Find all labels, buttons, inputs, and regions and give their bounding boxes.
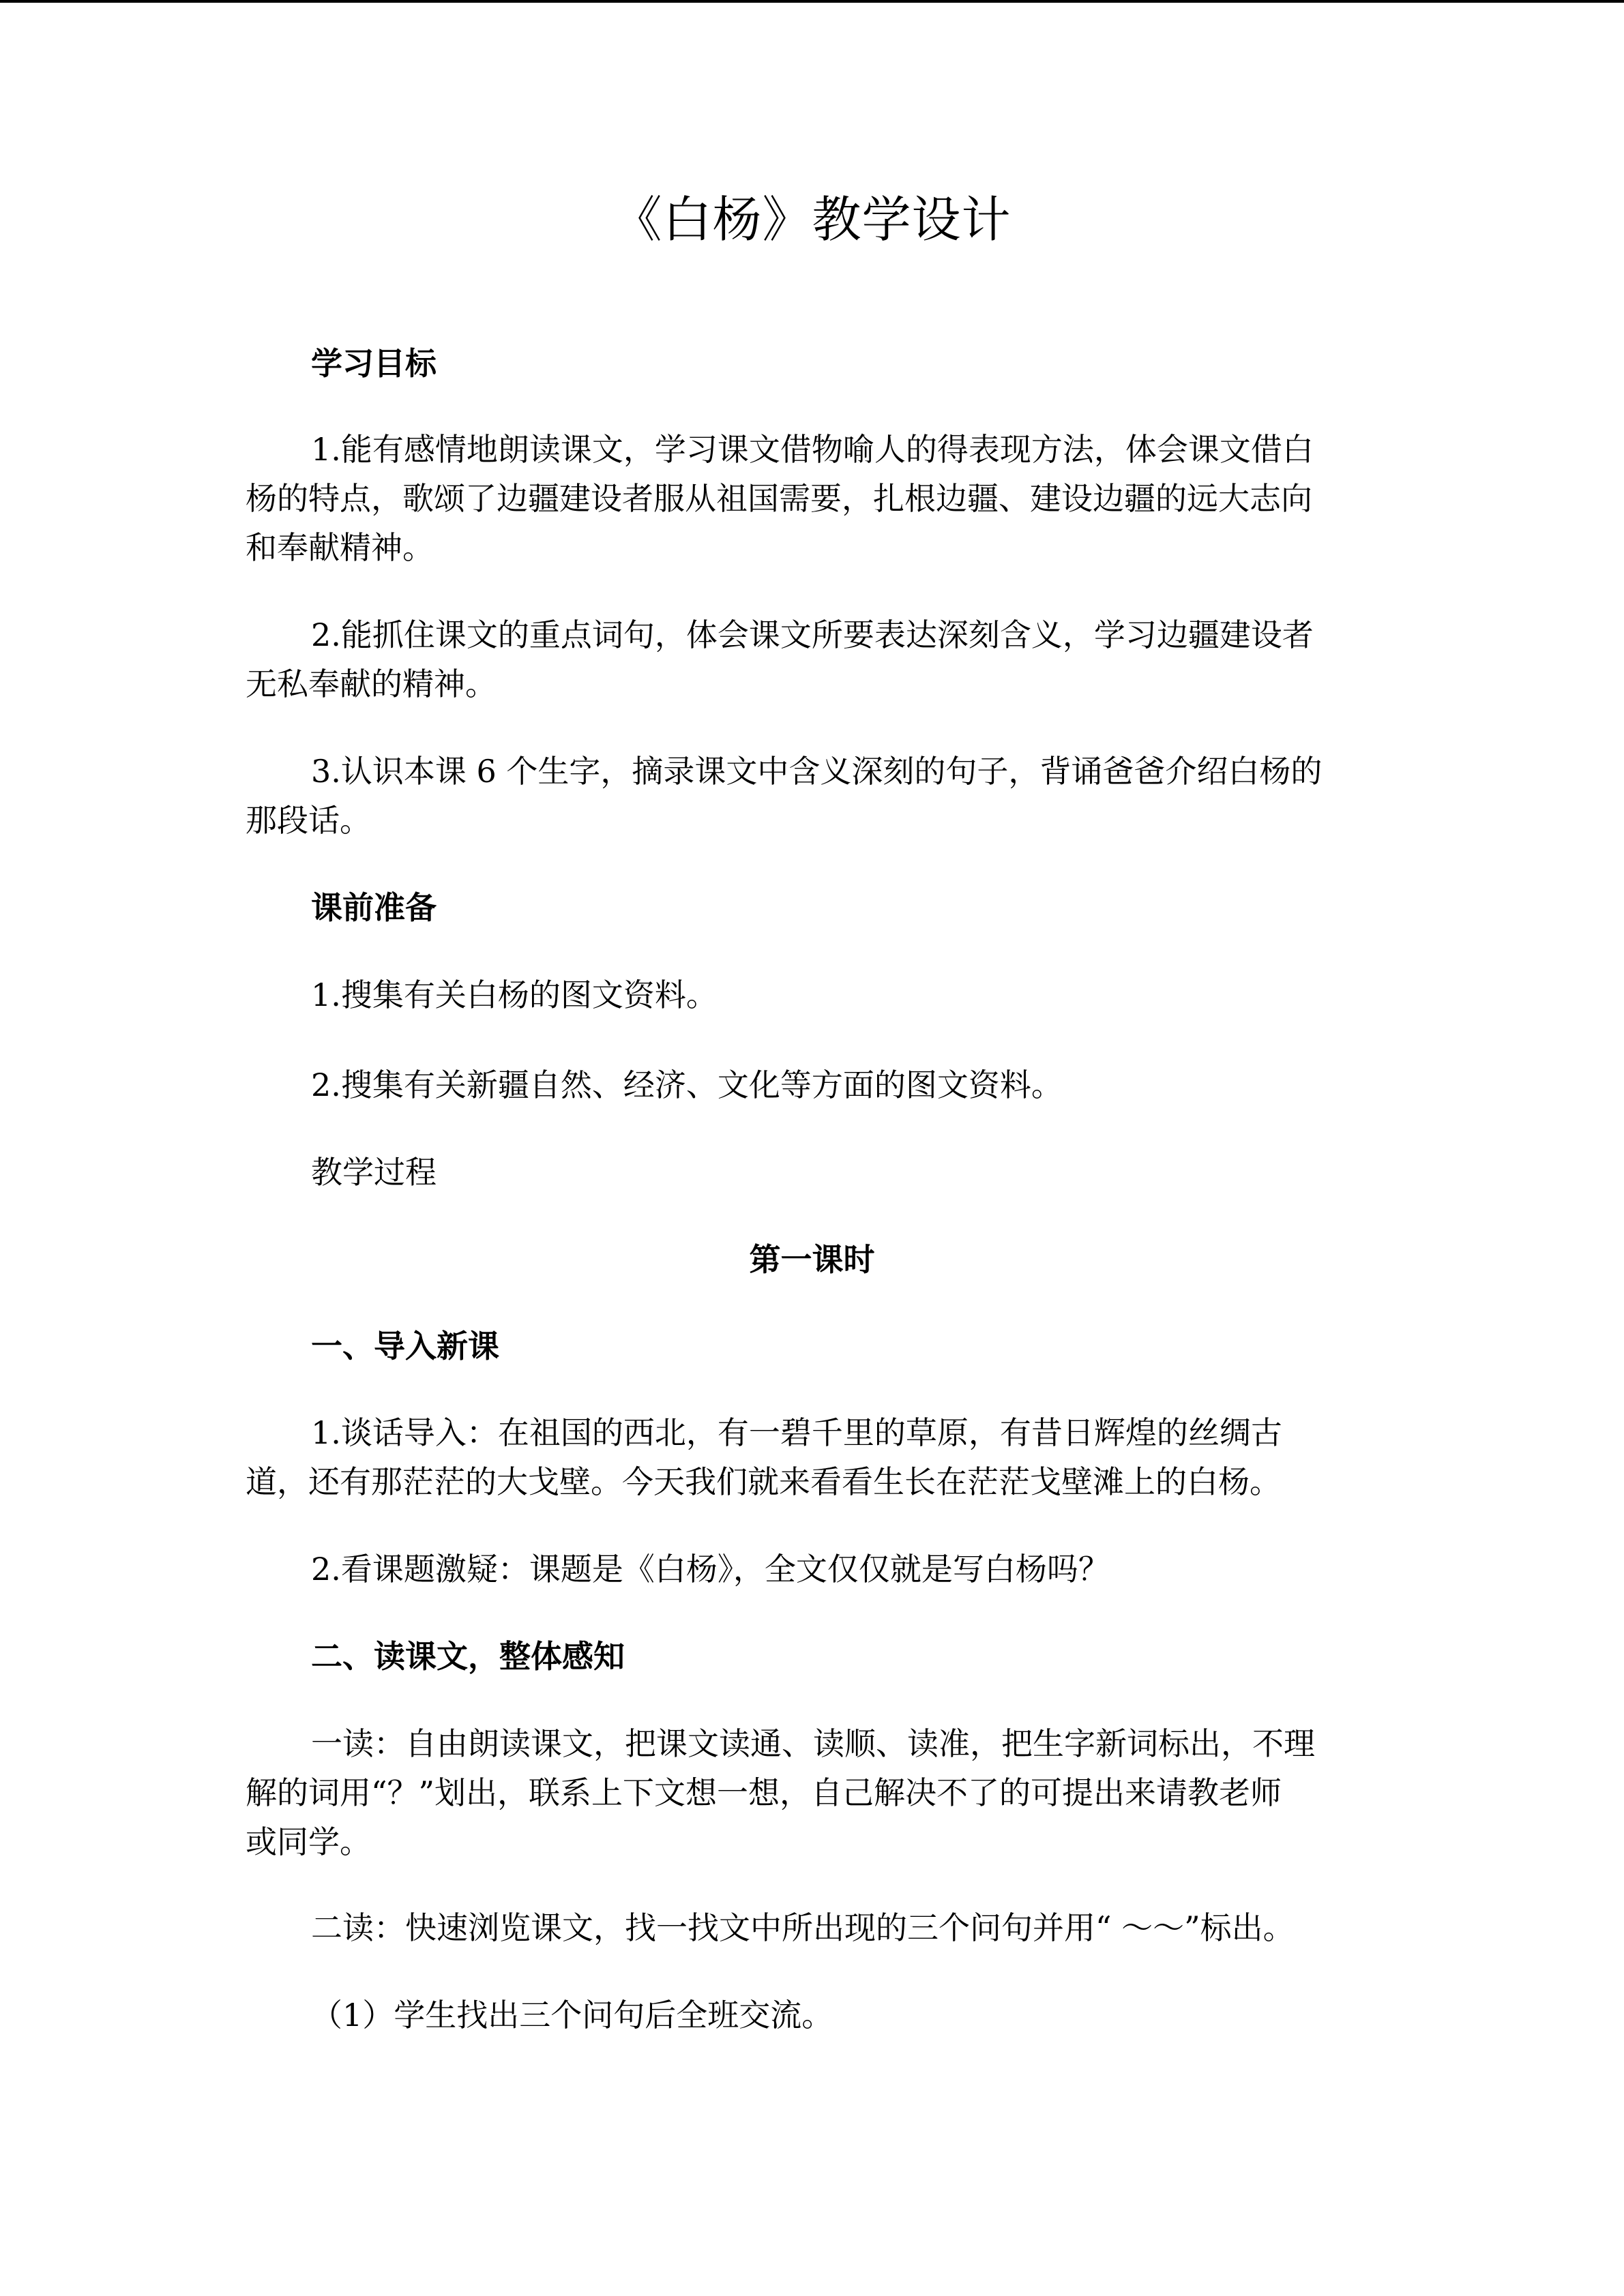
part-1-heading: 一、导入新课 — [311, 1328, 499, 1365]
part-2-heading: 二、读课文，整体感知 — [311, 1638, 625, 1675]
document-title: 《白杨》教学设计 — [612, 191, 1012, 248]
read-2-sub-item-1: （1）学生找出三个问句后全班交流。 — [311, 1997, 833, 2033]
section-heading-objectives: 学习目标 — [311, 345, 437, 382]
read-1-line-1: 一读：自由朗读课文，把课文读通、读顺、读准，把生字新词标出，不理 — [311, 1725, 1315, 1762]
part-1-item-2: 2.看课题激疑：课题是《白杨》，全文仅仅就是写白杨吗？ — [311, 1551, 1110, 1587]
section-heading-process: 教学过程 — [311, 1154, 437, 1191]
prep-item-1: 1.搜集有关白杨的图文资料。 — [311, 976, 718, 1013]
objective-1-line-2: 杨的特点，歌颂了边疆建设者服从祖国需要，扎根边疆、建设边疆的远大志向 — [246, 480, 1312, 517]
part-1-item-1-line-1: 1.谈话导入：在祖国的西北，有一碧千里的草原，有昔日辉煌的丝绸古 — [311, 1414, 1282, 1451]
section-heading-prep: 课前准备 — [311, 889, 437, 926]
objective-3-line-1: 3.认识本课 6 个生字，摘录课文中含义深刻的句子，背诵爸爸介绍白杨的 — [311, 753, 1323, 790]
prep-item-2: 2.搜集有关新疆自然、经济、文化等方面的图文资料。 — [311, 1067, 1063, 1103]
part-1-item-1-line-2: 道，还有那茫茫的大戈壁。今天我们就来看看生长在茫茫戈壁滩上的白杨。 — [246, 1463, 1281, 1500]
objective-1-line-3: 和奉献精神。 — [246, 529, 434, 566]
objective-2-line-2: 无私奉献的精神。 — [246, 666, 497, 702]
read-2-line: 二读：快速浏览课文，找一找文中所出现的三个问句并用“ ～～”标出。 — [311, 1909, 1295, 1946]
read-1-line-2: 解的词用“？”划出，联系上下文想一想，自己解决不了的可提出来请教老师 — [246, 1774, 1282, 1811]
objective-2-line-1: 2.能抓住课文的重点词句，体会课文所要表达深刻含义，学习边疆建设者 — [311, 616, 1314, 653]
objective-1-line-1: 1.能有感情地朗读课文，学习课文借物喻人的得表现方法，体会课文借白 — [311, 431, 1314, 468]
read-1-line-3: 或同学。 — [246, 1823, 371, 1860]
lesson-heading: 第一课时 — [749, 1241, 875, 1278]
objective-3-line-2: 那段话。 — [246, 802, 371, 839]
